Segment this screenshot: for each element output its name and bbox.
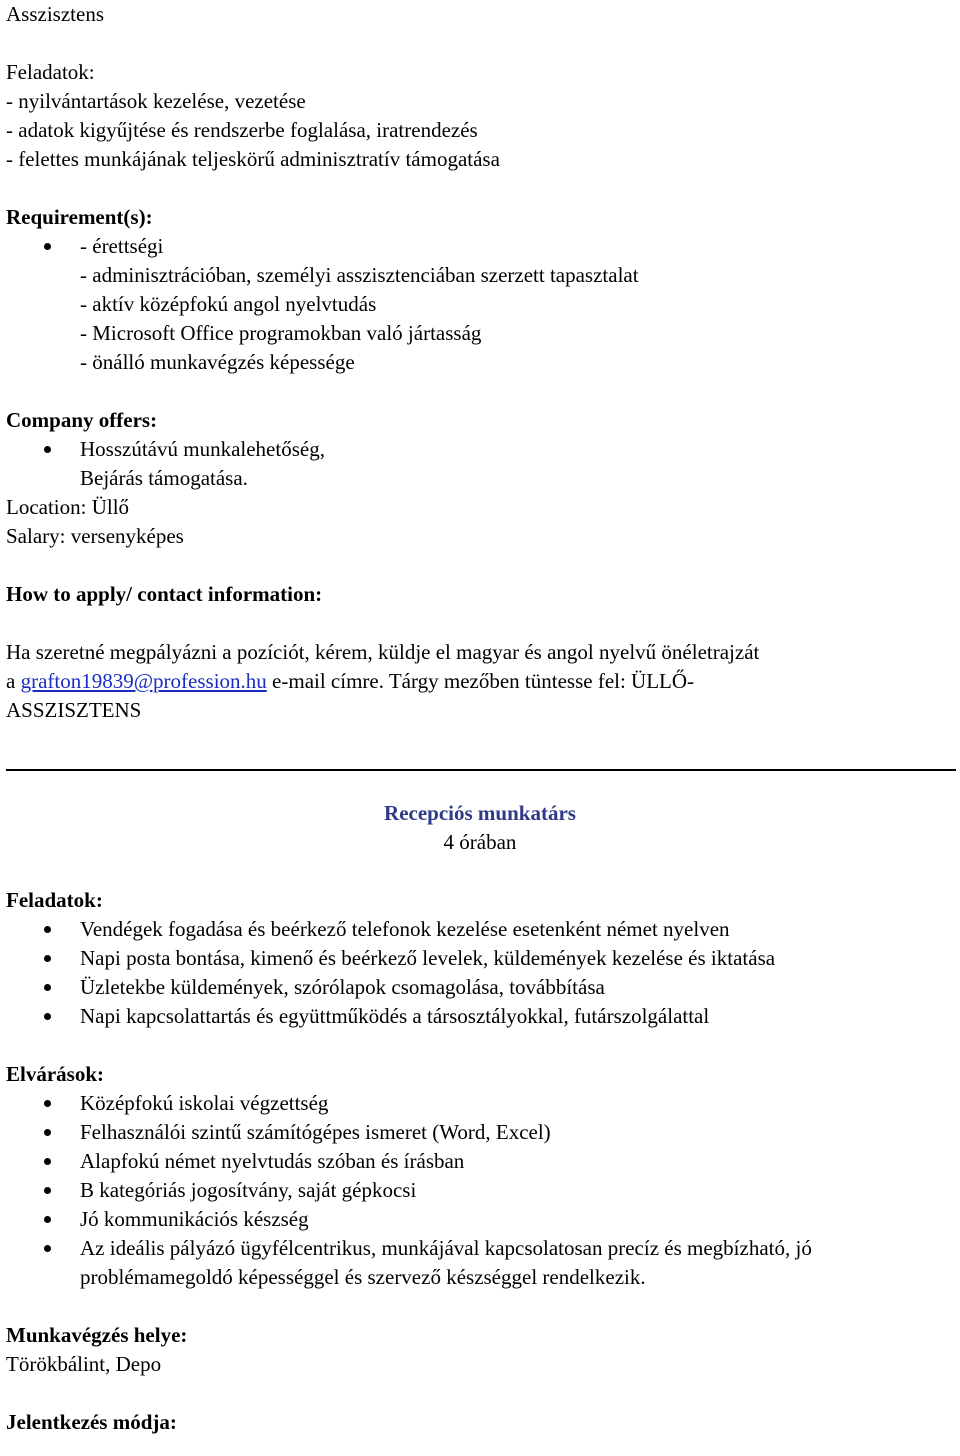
list-item: Napi posta bontása, kimenő és beérkező levelek, küldemények kezelése és iktatása — [6, 944, 954, 973]
tasks-heading: Feladatok: — [6, 60, 95, 84]
list-item: Az ideális pályázó ügyfélcentrikus, munkájával kapcsolatosan precíz és megbízható, jó problémamegoldó képességgel és szervező készséggel rendelkezik. — [6, 1234, 940, 1292]
list-item: Alapfokú német nyelvtudás szóban és írásban — [6, 1147, 954, 1176]
bullet-icon — [44, 1216, 51, 1223]
bullet-icon — [44, 446, 51, 453]
list-item: Felhasználói szintű számítógépes ismeret (Word, Excel) — [6, 1118, 954, 1147]
bullet-icon — [44, 1158, 51, 1165]
bullet-icon — [44, 1100, 51, 1107]
apply-method-heading: Jelentkezés módja: — [6, 1410, 177, 1434]
list-item: - érettségi — [6, 232, 954, 261]
bullet-icon — [44, 243, 51, 250]
list-item: Vendégek fogadása és beérkező telefonok kezelése esetenként német nyelven — [6, 915, 954, 944]
bullet-icon — [44, 1129, 51, 1136]
apply-email-line: a grafton19839@profession.hu e-mail címre. Tárgy mezőben tüntesse fel: ÜLLŐ- — [6, 669, 695, 693]
list-item: Jó kommunikációs készség — [6, 1205, 954, 1234]
offers-list — [6, 435, 954, 464]
bullet-icon — [44, 955, 51, 962]
email-link[interactable]: grafton19839@profession.hu — [20, 669, 267, 693]
requirement-item: - önálló munkavégzés képessége — [80, 350, 355, 374]
requirements-heading: Requirement(s): — [6, 205, 153, 229]
apply-text: ASSZISZTENS — [6, 698, 142, 722]
offer-item: Bejárás támogatása. — [80, 466, 248, 490]
task-item: - adatok kigyűjtése és rendszerbe foglalása, iratrendezés — [6, 118, 478, 142]
requirement-item: - aktív középfokú angol nyelvtudás — [80, 292, 377, 316]
task-item: - felettes munkájának teljeskörű adminisztratív támogatása — [6, 147, 500, 171]
salary-line: Salary: versenyképes — [6, 524, 184, 548]
requirement-item: - adminisztrációban, személyi asszisztenciában szerzett tapasztalat — [80, 263, 639, 287]
tasks-heading: Feladatok: — [6, 888, 103, 912]
workplace-heading: Munkavégzés helye: — [6, 1323, 188, 1347]
location-line: Location: Üllő — [6, 495, 130, 519]
list-item: Napi kapcsolattartás és együttműködés a társosztályokkal, futárszolgálattal — [6, 1002, 954, 1031]
job-title-recepcios: Recepciós munkatárs — [384, 801, 576, 825]
bullet-icon — [44, 926, 51, 933]
bullet-icon — [44, 1013, 51, 1020]
job-title-asszisztens: Asszisztens — [6, 2, 104, 26]
requirements-list — [6, 232, 954, 261]
workplace-value: Törökbálint, Depo — [6, 1352, 162, 1376]
job-subtitle: 4 órában — [443, 830, 517, 854]
list-item: Középfokú iskolai végzettség — [6, 1089, 954, 1118]
list-item: Üzletekbe küldemények, szórólapok csomagolása, továbbítása — [6, 973, 954, 1002]
offers-heading: Company offers: — [6, 408, 158, 432]
bullet-icon — [44, 1187, 51, 1194]
apply-text: Ha szeretné megpályázni a pozíciót, kérem, küldje el magyar és angol nyelvű önéletrajzát — [6, 640, 760, 664]
bullet-icon — [44, 984, 51, 991]
requirements-heading: Elvárások: — [6, 1062, 105, 1086]
requirements-list — [6, 1089, 954, 1292]
requirement-item: - Microsoft Office programokban való jártasság — [80, 321, 482, 345]
tasks-list — [6, 915, 954, 1031]
task-item: - nyilvántartások kezelése, vezetése — [6, 89, 306, 113]
apply-heading: How to apply/ contact information: — [6, 582, 323, 606]
bullet-icon — [44, 1245, 51, 1252]
list-item: Hosszútávú munkalehetőség, — [6, 435, 954, 464]
list-item: B kategóriás jogosítvány, saját gépkocsi — [6, 1176, 954, 1205]
